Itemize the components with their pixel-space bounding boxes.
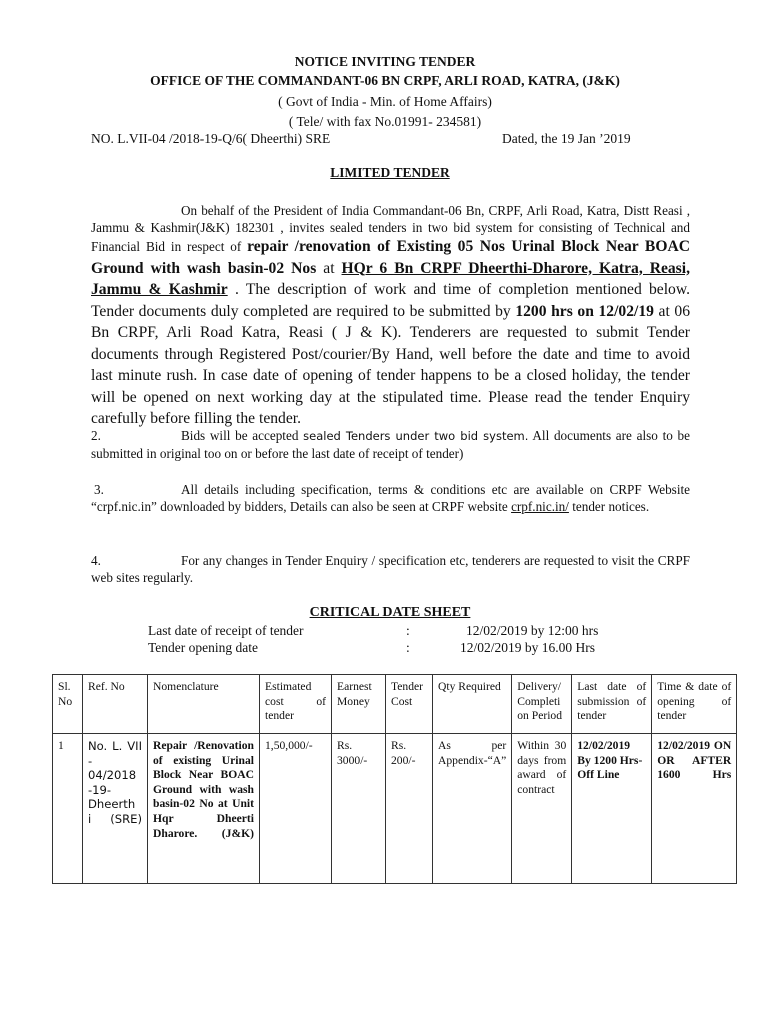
para2-text-a: Bids will be accepted <box>181 428 304 443</box>
row-estimated-cost: 1,50,000/- <box>260 734 332 884</box>
tele-fax-line: ( Tele/ with fax No.01991- 234581) <box>288 114 482 129</box>
row-earnest-money: Rs. 3000/- <box>332 734 386 884</box>
paragraph-1 <box>91 202 690 430</box>
para1-text-d: at 06 Bn CRPF, Arli Road Katra, Reasi ( J & K). Tenderers are requested to submit Tender documents through Registered Post/courier/By Hand, well before the date and time to avoid last minute rush. In case date of opening of tender happens to be a closed holiday, the tender will be opened on next working day at the stipulated time. Please read the tender Enquiry carefully before filling the tender. <box>91 302 690 427</box>
header-nomenclature: Nomenclature <box>148 675 260 734</box>
row-opening-time: 12/02/2019 ON OR AFTER 1600 Hrs <box>652 734 737 884</box>
para1-location: HQr 6 Bn CRPF Dheerthi-Dharore, Katra, Reasi, Jammu & Kashmir <box>91 259 690 298</box>
row-qty-required: As per Appendix-“A” <box>433 734 512 884</box>
govt-line: ( Govt of India - Min. of Home Affairs) <box>278 94 492 109</box>
row-sl-no: 1 <box>53 734 83 884</box>
table-row <box>53 734 737 884</box>
office-heading: OFFICE OF THE COMMANDANT-06 BN CRPF, ARLI ROAD, KATRA, (J&K) <box>150 73 620 88</box>
para1-deadline: 1200 hrs on 12/02/19 <box>515 302 654 320</box>
para2-number: 2. <box>91 428 101 443</box>
header-estimated-cost: Estimated cost of tender <box>260 675 332 734</box>
tender-table <box>52 674 737 884</box>
header-delivery-period: Delivery/ Completi on Period <box>512 675 572 734</box>
header-ref-no: Ref. No <box>83 675 148 734</box>
para4-number: 4. <box>91 553 101 568</box>
para4-text: For any changes in Tender Enquiry / specification etc, tenderers are requested to visit the CRPF web sites regularly. <box>91 553 690 585</box>
para1-text-c: . The description of work and time of completion mentioned below. Tender documents duly completed are required to be submitted by <box>91 281 690 320</box>
header-earnest-money: Earnest Money <box>332 675 386 734</box>
dated-line: Dated, the 19 Jan ’2019 <box>502 131 631 146</box>
row-last-date: 12/02/2019 By 1200 Hrs- Off Line <box>572 734 652 884</box>
row-ref-no: No. L. VII - 04/2018 -19-Dheerth i (SRE) <box>83 734 148 884</box>
critical-date-sheet-title: CRITICAL DATE SHEET <box>309 605 471 620</box>
limited-tender-title: LIMITED TENDER <box>330 165 450 180</box>
para2-sealed-text: sealed Tenders under two bid system. <box>303 429 529 443</box>
header-qty-required: Qty Required <box>433 675 512 734</box>
header-opening-time: Time & date of opening of tender <box>652 675 737 734</box>
row-tender-cost: Rs. 200/- <box>386 734 433 884</box>
paragraph-4 <box>91 552 690 586</box>
row-nomenclature: Repair /Renovation of existing Urinal Block Near BOAC Ground with wash basin-02 No at Unit Hqr Dheerti Dharore. (J&K) <box>148 734 260 884</box>
critical-row-1-value: 12/02/2019 by 12:00 hrs <box>466 623 599 638</box>
header-sl-no: Sl. No <box>53 675 83 734</box>
critical-row-1-sep: : <box>406 623 410 638</box>
para1-work-name: repair /renovation of Existing 05 Nos Urinal Block Near BOAC Ground with wash basin-02 Nos <box>91 238 690 277</box>
paragraph-3 <box>91 481 690 515</box>
header-last-date: Last date of submission of tender <box>572 675 652 734</box>
para2-text-b: All documents are also to be submitted in original too on or before the last date of receipt of tender) <box>91 428 690 461</box>
critical-row-1-label: Last date of receipt of tender <box>148 623 304 638</box>
header-tender-cost: Tender Cost <box>386 675 433 734</box>
critical-row-2-value: 12/02/2019 by 16.00 Hrs <box>460 640 595 655</box>
crpf-website-link[interactable]: crpf.nic.in/ <box>511 499 569 514</box>
para3-text-b: tender notices. <box>568 499 650 514</box>
reference-number: NO. L.VII-04 /2018-19-Q/6( Dheerthi) SRE <box>91 131 331 146</box>
critical-row-2-label: Tender opening date <box>148 640 259 655</box>
para3-text-a: All details including specification, terms & conditions etc are available on CRPF Website “crpf.nic.in” downloaded by bidders, Details can also be seen at CRPF website <box>91 482 690 514</box>
paragraph-2 <box>91 427 690 462</box>
para3-number: 3. <box>94 482 104 497</box>
para1-text-b: at <box>316 259 342 277</box>
table-header-row <box>53 675 737 734</box>
para1-text-a: On behalf of the President of India Commandant-06 Bn, CRPF, Arli Road, Katra, Distt Reasi , Jammu & Kashmir(J&K) 182301 , invites sealed tenders in two bid system for consisting of Technical and Financial Bid in respect of <box>91 203 690 254</box>
critical-row-2-sep: : <box>406 640 410 655</box>
notice-heading: NOTICE INVITING TENDER <box>294 54 476 69</box>
row-delivery-period: Within 30 days from award of contract <box>512 734 572 884</box>
